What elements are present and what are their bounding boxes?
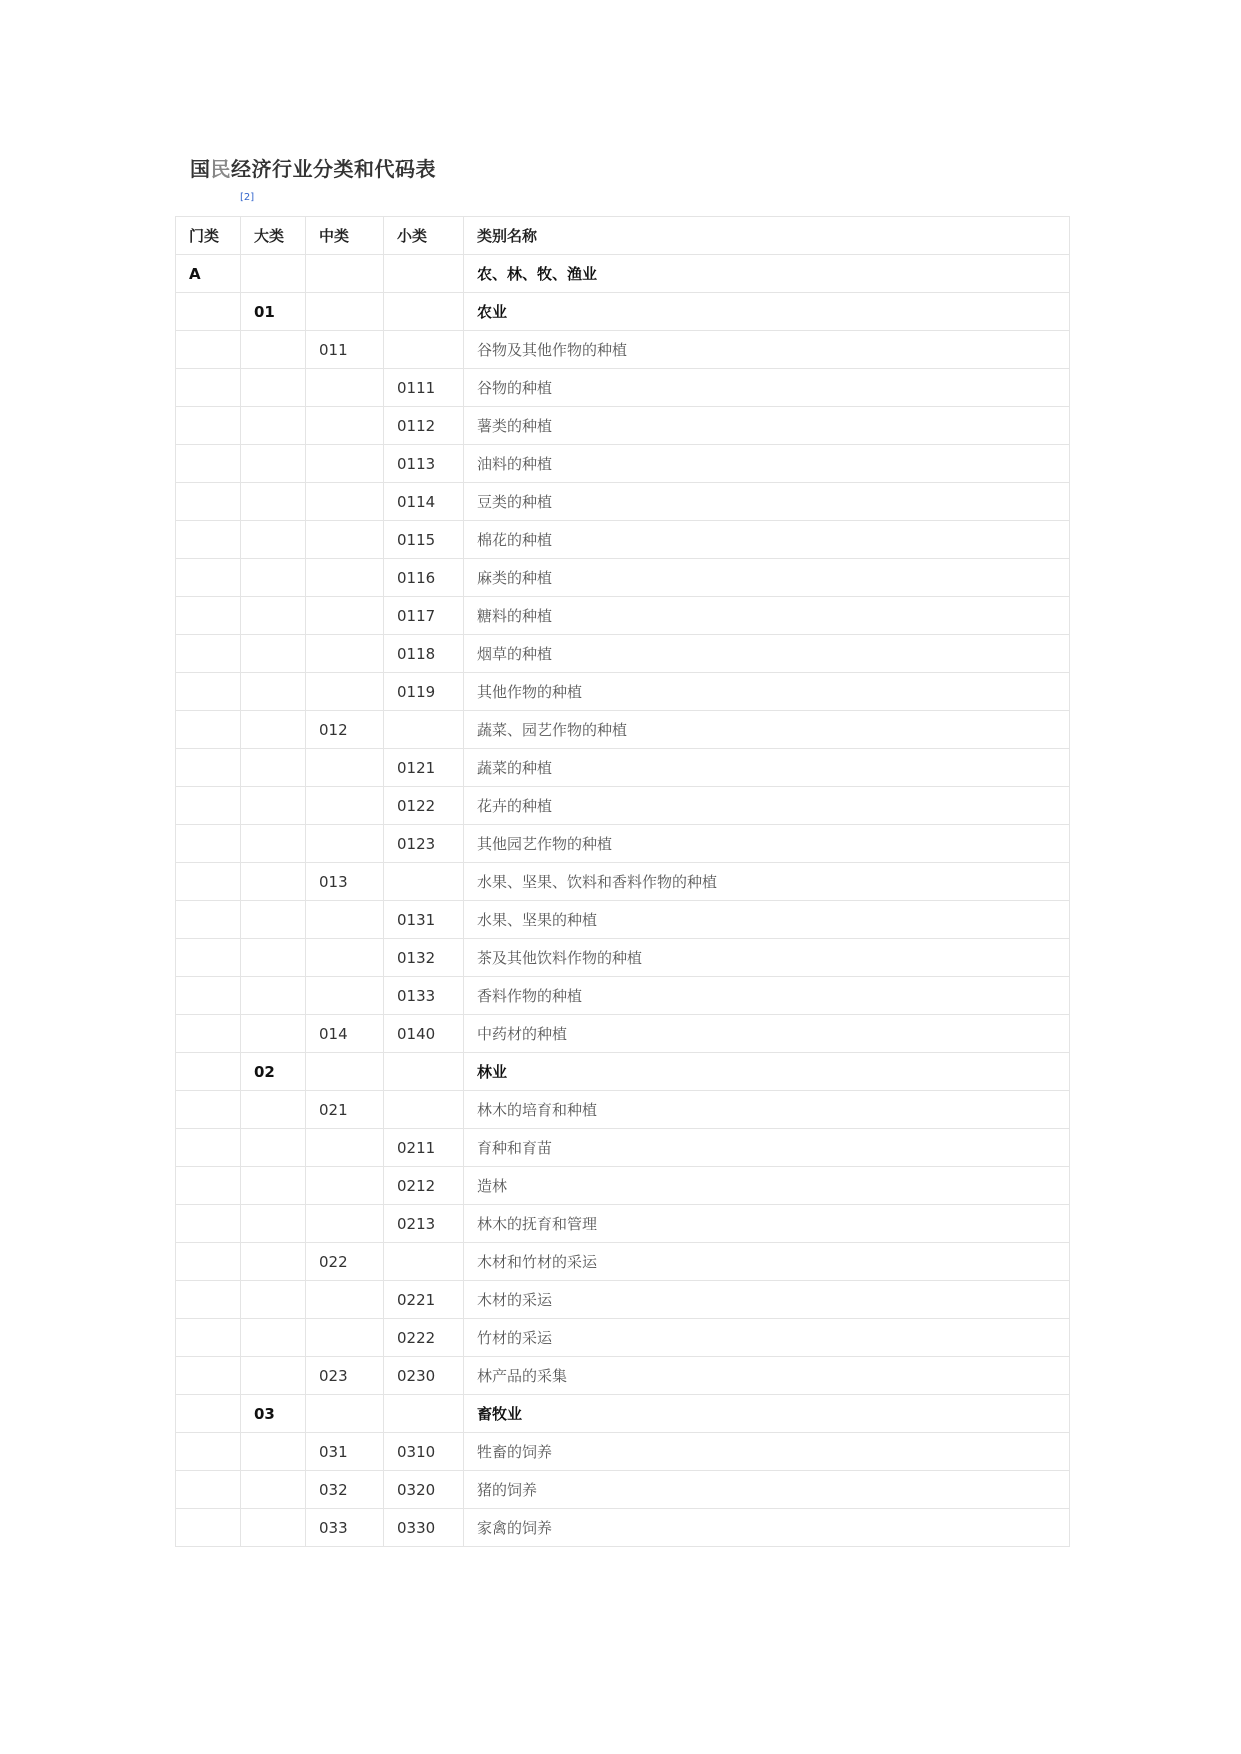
cell-section-code [176, 825, 241, 863]
cell-category-name: 花卉的种植 [464, 787, 1070, 825]
cell-division-code: 02 [241, 1053, 306, 1091]
table-row [176, 1015, 1070, 1053]
table-row [176, 1433, 1070, 1471]
cell-division-code [241, 1015, 306, 1053]
table-row [176, 1509, 1070, 1547]
cell-category-name: 油料的种植 [464, 445, 1070, 483]
cell-section-code [176, 901, 241, 939]
table-row [176, 825, 1070, 863]
cell-category-name: 其他园艺作物的种植 [464, 825, 1070, 863]
title-part-2: 民 [210, 157, 231, 181]
table-row [176, 1053, 1070, 1091]
cell-division-code [241, 1129, 306, 1167]
table-row [176, 293, 1070, 331]
header-cell-section: 门类 [176, 217, 241, 255]
cell-class-code: 0113 [384, 445, 464, 483]
cell-class-code: 0121 [384, 749, 464, 787]
cell-division-code [241, 521, 306, 559]
table-row [176, 787, 1070, 825]
cell-class-code: 0114 [384, 483, 464, 521]
cell-class-code: 0140 [384, 1015, 464, 1053]
cell-section-code [176, 1053, 241, 1091]
cell-group-code [306, 445, 384, 483]
cell-section-code [176, 939, 241, 977]
cell-class-code [384, 1395, 464, 1433]
cell-class-code: 0123 [384, 825, 464, 863]
cell-division-code: 01 [241, 293, 306, 331]
cell-section-code [176, 977, 241, 1015]
cell-group-code [306, 369, 384, 407]
table-row [176, 255, 1070, 293]
title-part-3: 经济行业分类和代码表 [231, 157, 436, 181]
cell-division-code [241, 1243, 306, 1281]
cell-division-code [241, 559, 306, 597]
table-row [176, 483, 1070, 521]
cell-group-code [306, 597, 384, 635]
cell-group-code [306, 1395, 384, 1433]
cell-section-code [176, 1319, 241, 1357]
cell-category-name: 薯类的种植 [464, 407, 1070, 445]
cell-class-code: 0115 [384, 521, 464, 559]
cell-class-code: 0212 [384, 1167, 464, 1205]
cell-division-code [241, 1319, 306, 1357]
cell-division-code [241, 483, 306, 521]
table-row [176, 597, 1070, 635]
cell-category-name: 豆类的种植 [464, 483, 1070, 521]
table-row [176, 559, 1070, 597]
title-part-1: 国 [190, 157, 211, 181]
cell-category-name: 谷物的种植 [464, 369, 1070, 407]
cell-class-code: 0213 [384, 1205, 464, 1243]
cell-category-name: 育种和育苗 [464, 1129, 1070, 1167]
table-row [176, 1243, 1070, 1281]
cell-group-code [306, 293, 384, 331]
table-row [176, 1091, 1070, 1129]
cell-group-code [306, 1167, 384, 1205]
cell-division-code [241, 787, 306, 825]
table-row [176, 1357, 1070, 1395]
cell-division-code [241, 1509, 306, 1547]
cell-group-code [306, 787, 384, 825]
cell-section-code [176, 673, 241, 711]
cell-group-code: 023 [306, 1357, 384, 1395]
table-row [176, 1281, 1070, 1319]
cell-section-code [176, 597, 241, 635]
cell-class-code: 0131 [384, 901, 464, 939]
cell-section-code [176, 863, 241, 901]
cell-division-code [241, 977, 306, 1015]
cell-category-name: 蔬菜、园艺作物的种植 [464, 711, 1070, 749]
cell-class-code: 0221 [384, 1281, 464, 1319]
table-row [176, 635, 1070, 673]
table-header-row [176, 217, 1070, 255]
cell-division-code [241, 711, 306, 749]
cell-section-code [176, 521, 241, 559]
cell-category-name: 林木的培育和种植 [464, 1091, 1070, 1129]
cell-group-code [306, 673, 384, 711]
cell-group-code [306, 1129, 384, 1167]
cell-class-code [384, 1091, 464, 1129]
table-row [176, 1205, 1070, 1243]
cell-category-name: 竹材的采运 [464, 1319, 1070, 1357]
cell-category-name: 猪的饲养 [464, 1471, 1070, 1509]
cell-division-code [241, 255, 306, 293]
cell-group-code [306, 255, 384, 293]
cell-division-code [241, 1433, 306, 1471]
cell-section-code [176, 1509, 241, 1547]
cell-division-code [241, 1167, 306, 1205]
cell-class-code: 0117 [384, 597, 464, 635]
cell-group-code [306, 1319, 384, 1357]
cell-class-code: 0122 [384, 787, 464, 825]
cell-division-code [241, 863, 306, 901]
cell-section-code [176, 1167, 241, 1205]
table-row [176, 863, 1070, 901]
cell-class-code [384, 711, 464, 749]
header-cell-division: 大类 [241, 217, 306, 255]
cell-group-code [306, 483, 384, 521]
cell-category-name: 家禽的饲养 [464, 1509, 1070, 1547]
table-row [176, 1471, 1070, 1509]
cell-group-code: 013 [306, 863, 384, 901]
cell-group-code [306, 901, 384, 939]
cell-division-code [241, 673, 306, 711]
cell-class-code: 0116 [384, 559, 464, 597]
cell-group-code: 031 [306, 1433, 384, 1471]
cell-group-code: 022 [306, 1243, 384, 1281]
cell-section-code [176, 369, 241, 407]
cell-class-code: 0310 [384, 1433, 464, 1471]
cell-class-code [384, 1053, 464, 1091]
cell-section-code [176, 1357, 241, 1395]
cell-category-name: 水果、坚果、饮料和香料作物的种植 [464, 863, 1070, 901]
cell-category-name: 林产品的采集 [464, 1357, 1070, 1395]
cell-division-code [241, 445, 306, 483]
cell-category-name: 农、林、牧、渔业 [464, 255, 1070, 293]
cell-category-name: 畜牧业 [464, 1395, 1070, 1433]
reference-link[interactable]: [2] [240, 192, 255, 203]
cell-class-code: 0222 [384, 1319, 464, 1357]
cell-section-code [176, 407, 241, 445]
cell-category-name: 牲畜的饲养 [464, 1433, 1070, 1471]
cell-section-code [176, 1015, 241, 1053]
industry-code-table [175, 216, 1070, 1547]
cell-class-code: 0112 [384, 407, 464, 445]
cell-group-code [306, 559, 384, 597]
cell-category-name: 蔬菜的种植 [464, 749, 1070, 787]
cell-group-code [306, 939, 384, 977]
cell-class-code: 0118 [384, 635, 464, 673]
cell-section-code [176, 483, 241, 521]
cell-section-code [176, 1471, 241, 1509]
cell-section-code [176, 1395, 241, 1433]
cell-group-code: 012 [306, 711, 384, 749]
cell-division-code [241, 901, 306, 939]
cell-section-code [176, 635, 241, 673]
cell-section-code [176, 1243, 241, 1281]
cell-group-code: 033 [306, 1509, 384, 1547]
cell-category-name: 茶及其他饮料作物的种植 [464, 939, 1070, 977]
header-cell-category-name: 类别名称 [464, 217, 1070, 255]
table-row [176, 977, 1070, 1015]
cell-category-name: 水果、坚果的种植 [464, 901, 1070, 939]
cell-group-code [306, 1053, 384, 1091]
cell-group-code: 011 [306, 331, 384, 369]
cell-category-name: 糖料的种植 [464, 597, 1070, 635]
cell-category-name: 林业 [464, 1053, 1070, 1091]
cell-section-code [176, 1091, 241, 1129]
cell-category-name: 其他作物的种植 [464, 673, 1070, 711]
cell-class-code: 0230 [384, 1357, 464, 1395]
table-row [176, 407, 1070, 445]
cell-group-code [306, 749, 384, 787]
cell-class-code: 0132 [384, 939, 464, 977]
cell-group-code [306, 635, 384, 673]
cell-group-code [306, 521, 384, 559]
table-row [176, 939, 1070, 977]
cell-class-code [384, 331, 464, 369]
cell-section-code: A [176, 255, 241, 293]
cell-category-name: 烟草的种植 [464, 635, 1070, 673]
header-cell-class: 小类 [384, 217, 464, 255]
cell-category-name: 棉花的种植 [464, 521, 1070, 559]
cell-category-name: 谷物及其他作物的种植 [464, 331, 1070, 369]
cell-division-code [241, 939, 306, 977]
table-row [176, 369, 1070, 407]
cell-class-code: 0119 [384, 673, 464, 711]
cell-section-code [176, 293, 241, 331]
cell-category-name: 木材和竹材的采运 [464, 1243, 1070, 1281]
cell-group-code [306, 825, 384, 863]
cell-category-name: 农业 [464, 293, 1070, 331]
cell-division-code [241, 749, 306, 787]
cell-class-code [384, 255, 464, 293]
cell-division-code [241, 1281, 306, 1319]
cell-section-code [176, 711, 241, 749]
cell-division-code [241, 1091, 306, 1129]
cell-group-code [306, 1205, 384, 1243]
cell-class-code: 0211 [384, 1129, 464, 1167]
cell-division-code [241, 1471, 306, 1509]
cell-class-code: 0320 [384, 1471, 464, 1509]
page-title [190, 153, 436, 182]
cell-category-name: 中药材的种植 [464, 1015, 1070, 1053]
table-row [176, 749, 1070, 787]
table-row [176, 673, 1070, 711]
table-row [176, 331, 1070, 369]
cell-section-code [176, 331, 241, 369]
cell-section-code [176, 1281, 241, 1319]
cell-division-code [241, 331, 306, 369]
cell-category-name: 麻类的种植 [464, 559, 1070, 597]
cell-division-code [241, 1357, 306, 1395]
cell-category-name: 木材的采运 [464, 1281, 1070, 1319]
cell-section-code [176, 749, 241, 787]
table-row [176, 901, 1070, 939]
cell-division-code [241, 1205, 306, 1243]
cell-division-code [241, 825, 306, 863]
cell-category-name: 林木的抚育和管理 [464, 1205, 1070, 1243]
table-row [176, 1129, 1070, 1167]
cell-class-code: 0133 [384, 977, 464, 1015]
table-row [176, 521, 1070, 559]
cell-class-code: 0330 [384, 1509, 464, 1547]
cell-section-code [176, 1129, 241, 1167]
header-cell-group: 中类 [306, 217, 384, 255]
table-row [176, 1319, 1070, 1357]
cell-class-code [384, 293, 464, 331]
cell-section-code [176, 559, 241, 597]
cell-class-code [384, 1243, 464, 1281]
cell-section-code [176, 1205, 241, 1243]
cell-category-name: 造林 [464, 1167, 1070, 1205]
cell-group-code: 021 [306, 1091, 384, 1129]
cell-group-code [306, 977, 384, 1015]
cell-division-code [241, 407, 306, 445]
cell-group-code [306, 1281, 384, 1319]
cell-group-code [306, 407, 384, 445]
cell-group-code: 032 [306, 1471, 384, 1509]
cell-section-code [176, 787, 241, 825]
cell-class-code: 0111 [384, 369, 464, 407]
table-row [176, 445, 1070, 483]
cell-section-code [176, 1433, 241, 1471]
cell-section-code [176, 445, 241, 483]
cell-division-code [241, 369, 306, 407]
table-row [176, 711, 1070, 749]
cell-division-code: 03 [241, 1395, 306, 1433]
cell-group-code: 014 [306, 1015, 384, 1053]
table-row [176, 1167, 1070, 1205]
cell-division-code [241, 597, 306, 635]
cell-division-code [241, 635, 306, 673]
cell-class-code [384, 863, 464, 901]
table-row [176, 1395, 1070, 1433]
cell-category-name: 香料作物的种植 [464, 977, 1070, 1015]
